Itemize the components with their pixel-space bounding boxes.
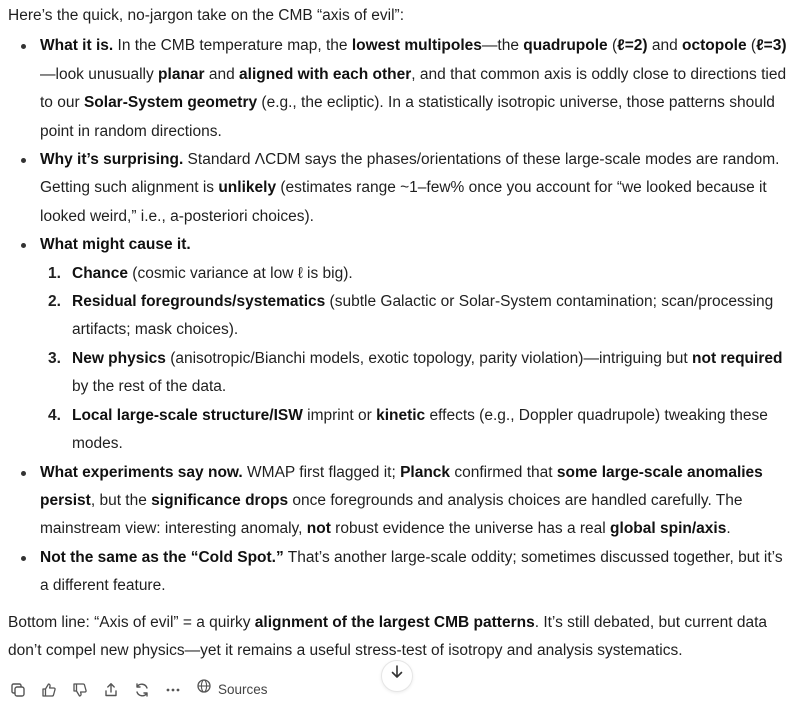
causes-numbered-list (40, 260, 792, 459)
text-run: WMAP first flagged it; (242, 463, 401, 481)
bold-term: Local large-scale structure/ISW (72, 406, 303, 424)
item-number: 2. (48, 293, 61, 311)
bullet-cold-spot (8, 544, 792, 601)
bullet-what-it-is (8, 32, 792, 146)
text-run: In the CMB temperature map, the (113, 37, 352, 55)
text-run: (anisotropic/Bianchi models, exotic topology, parity violation)—intriguing but (165, 349, 693, 367)
text-run: ( (746, 37, 757, 55)
intro-text: Here’s the quick, no-jargon take on the CMB “axis of evil”: (8, 7, 405, 24)
regenerate-icon[interactable] (134, 682, 150, 698)
bold-term: planar (158, 65, 205, 83)
arrow-down-icon (389, 662, 405, 690)
bold-term: unlikely (218, 179, 277, 197)
bold-term: alignment of the largest CMB patterns (254, 613, 535, 631)
bold-term: octopole (682, 37, 747, 55)
bullet-why-surprising (8, 146, 792, 231)
bold-term: quadrupole (523, 37, 608, 55)
text-run: effects (e.g., Doppler quadrupole) tweaking these modes. (72, 406, 768, 453)
text-run: . It’s still debated, but current data don’t compel new physics—yet it remains a useful stress-test of isotropy and analysis systematics. (8, 613, 768, 659)
bold-term: ℓ=2) (617, 37, 648, 55)
text-run: and (204, 65, 240, 83)
bold-term: Solar-System geometry (83, 94, 258, 112)
bold-term: some large-scale anomalies persist (40, 463, 763, 509)
text-run: Bottom line: “Axis of evil” = a quirky (8, 613, 255, 631)
text-run: (estimates range ~1–few% once you account for “we looked because it looked weird,” i.e., a-posteriori choices). (40, 179, 767, 225)
text-run: . (726, 520, 731, 538)
bold-term: aligned with each other (239, 65, 412, 83)
bold-term: not (306, 520, 331, 538)
item-number: 1. (48, 264, 61, 282)
bold-term: New physics (72, 349, 166, 367)
bullet-experiments (8, 459, 792, 544)
text-run: once foregrounds and analysis choices are handled carefully. The mainstream view: interesting anomaly, (40, 491, 743, 538)
text-run: Standard ΛCDM says the phases/orientations of these large-scale modes are random. Getting such alignment is (40, 151, 780, 197)
scroll-to-bottom-button[interactable] (381, 660, 413, 692)
bottom-line-text (8, 609, 792, 666)
copy-icon[interactable] (10, 682, 26, 698)
bullet-heading: What experiments say now. (40, 463, 243, 481)
cause-item (40, 402, 792, 459)
bold-term: significance drops (151, 491, 289, 509)
cause-item (40, 260, 792, 288)
text-run: (e.g., the ecliptic). In a statistically isotropic universe, those patterns should point in random directions. (40, 94, 775, 140)
text-run: confirmed that (450, 463, 557, 481)
thumbs-up-icon[interactable] (41, 682, 57, 698)
text-run: (subtle Galactic or Solar-System contamination; scan/processing artifacts; mask choices). (72, 293, 774, 339)
text-run: and (647, 37, 683, 55)
bullet-heading: Why it’s surprising. (40, 151, 184, 169)
text-run: by the rest of the data. (72, 378, 227, 396)
text-run: ( (607, 37, 618, 55)
text-run: robust evidence the universe has a real (330, 520, 611, 538)
text-run: , but the (90, 491, 152, 509)
bold-term: not required (692, 349, 783, 367)
bold-term: kinetic (376, 406, 426, 424)
message-action-bar (0, 674, 800, 704)
bullet-heading: What it is. (40, 37, 114, 55)
thumbs-down-icon[interactable] (72, 682, 88, 698)
bold-term: ℓ=3) (756, 37, 787, 55)
bold-term: lowest multipoles (351, 37, 482, 55)
bullet-what-might-cause (8, 231, 792, 458)
bullet-heading: What might cause it. (40, 236, 191, 254)
item-number: 4. (48, 406, 61, 424)
text-run: (cosmic variance at low ℓ is big). (128, 264, 353, 282)
text-run: imprint or (302, 406, 377, 424)
sources-label: Sources (218, 682, 268, 697)
item-number: 3. (48, 349, 61, 367)
sources-button[interactable] (196, 676, 268, 704)
bold-term: Residual foregrounds/systematics (72, 293, 326, 311)
cause-item (40, 288, 792, 345)
bold-term: Planck (400, 463, 451, 481)
text-run: , and that common axis is oddly close to directions tied to our (40, 65, 787, 112)
text-run: That’s another large-scale oddity; sometimes discussed together, but it’s a different feature. (40, 548, 783, 595)
bold-term: global spin/axis (610, 520, 727, 538)
cause-item (40, 345, 792, 402)
more-icon[interactable] (165, 682, 181, 698)
text-run: —the (481, 37, 524, 55)
bullet-heading: Not the same as the “Cold Spot.” (40, 548, 284, 566)
bold-term: Chance (72, 264, 128, 282)
share-icon[interactable] (103, 682, 119, 698)
globe-icon (196, 676, 212, 704)
main-bullet-list (8, 32, 792, 600)
text-run: —look unusually (40, 65, 159, 83)
